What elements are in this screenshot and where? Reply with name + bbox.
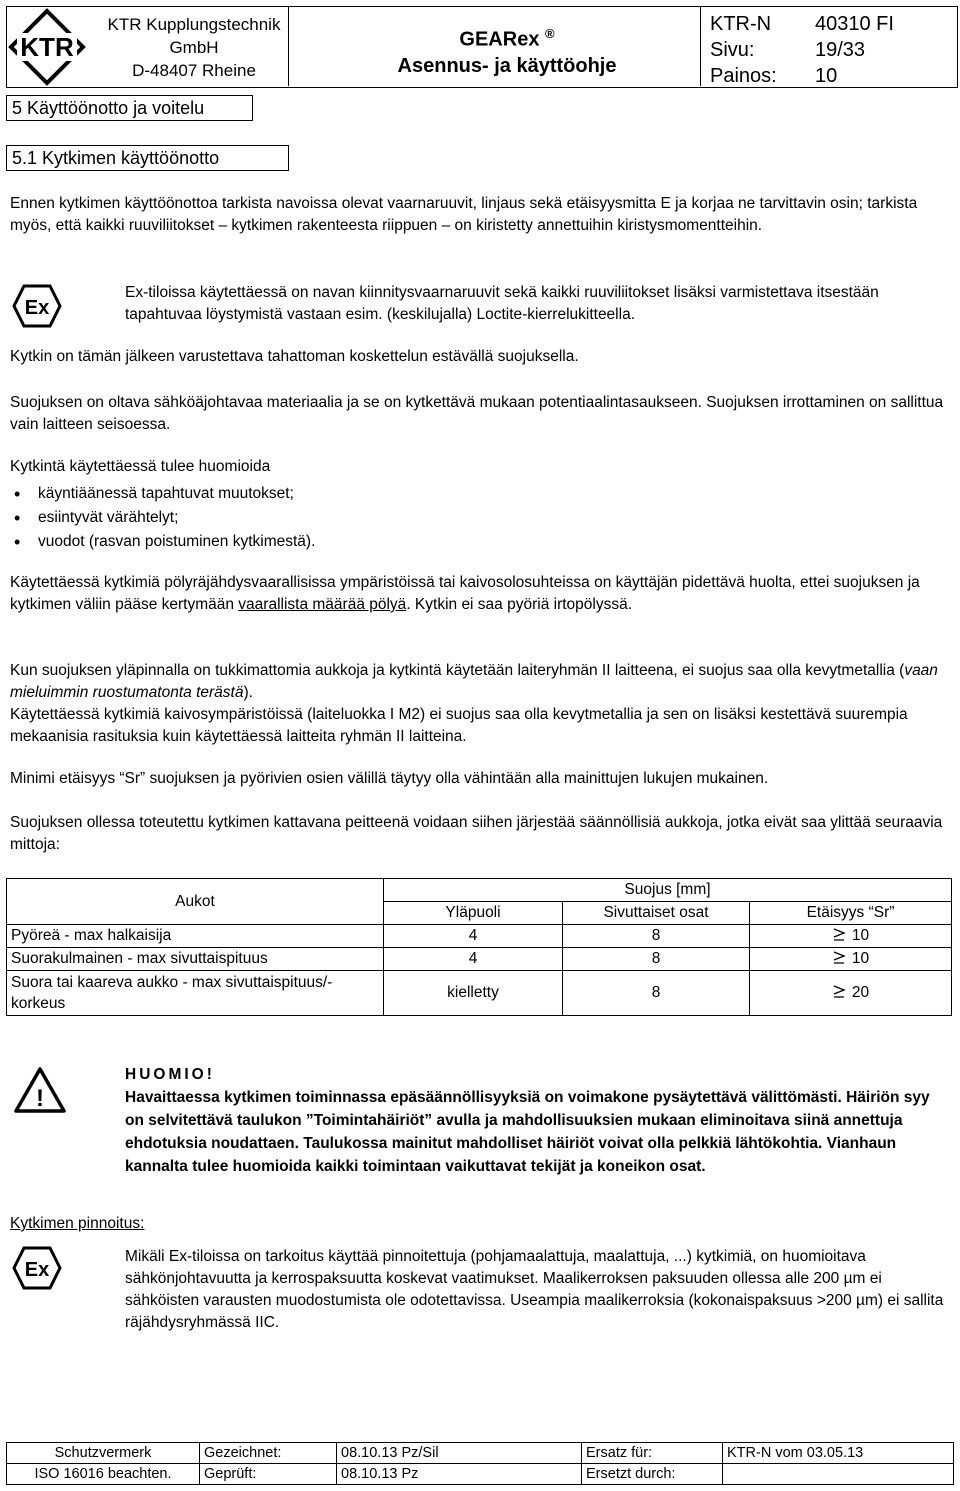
table-row [7,925,952,948]
company-name-line1: KTR Kupplungstechnik [107,15,281,34]
table-row [7,971,952,1016]
meta-key: Sivu: [710,39,755,61]
meta-key: Painos: [710,65,777,87]
table-header: Suojus [mm] [384,879,952,902]
list-item: • käyntiäänessä tapahtuvat muutokset; [10,482,930,506]
table-cell: Suora tai kaareva aukko - max sivuttaispituus/-korkeus [7,971,384,1016]
table-header: Etäisyys “Sr” [750,902,952,925]
paragraph: Suojuksen on oltava sähköäjohtavaa materiaalia ja se on kytkettävä mukaan potentiaalintasaukseen. Suojuksen irrottaminen on sallittua vain laitteen seisoessa. [10,394,944,433]
company-city: D-48407 Rheine [132,61,256,80]
page-footer [6,1442,954,1485]
meta-value: 19/33 [815,39,866,61]
footer-label: Gezeichnet: [200,1443,337,1464]
paragraph: Käytettäessä kytkimiä kaivosympäristöissä (laiteluokka I M2) ei suojus saa olla kevytmetallia ja sen on lisäksi kestettävä suurempia mekaanisia rasituksia kuin käytettäessä laitteita ryhmän II laitteina. [10,706,908,745]
logo-text: KTR [20,32,74,62]
underlined-text: vaarallista määrää pölyä [238,596,407,613]
svg-text:Ex: Ex [24,297,50,319]
table-cell: Pyöreä - max halkaisija [7,925,384,948]
table-cell: 10 [750,925,952,948]
paragraph: Kun suojuksen yläpinnalla on tukkimattomia aukkoja ja kytkintä käytetään laiteryhmän II laitteena, ei suojus saa olla kevytmetallia (vaan mieluimmin ruostumatonta terästä). [10,662,938,701]
footer-value: 08.10.13 Pz/Sil [337,1443,582,1464]
svg-text:!: ! [36,1085,44,1112]
meta-key: KTR-N [710,13,772,35]
registered-mark: ® [545,26,555,41]
paragraph: Kytkintä käytettäessä tulee huomioida [10,458,271,475]
paragraph: Suojuksen ollessa toteutettu kytkimen kattavana peitteenä voidaan siihen järjestää säännöllisiä aukkoja, jotka eivät saa ylittää seuraavia mittoja: [10,814,943,853]
footer-label: Geprüft: [200,1464,337,1485]
bullet-list [10,482,930,554]
document-title: Asennus- ja käyttöohje [397,54,617,77]
footer-protection-note: ISO 16016 beachten. [7,1464,200,1485]
product-name: GEARex [459,28,540,51]
list-item: • vuodot (rasvan poistuminen kytkimestä). [10,530,930,554]
table-cell: 8 [563,971,750,1016]
page-header [6,6,958,88]
openings-table [6,878,952,1016]
table-row [7,948,952,971]
meta-value: 40310 FI [815,13,894,35]
greater-equal-icon [832,928,846,941]
greater-equal-icon [832,985,846,998]
table-cell: 4 [384,948,563,971]
footer-value: 08.10.13 Pz [337,1464,582,1485]
footer-value [723,1464,954,1485]
warning-title: HUOMIO! [125,1066,215,1083]
warning-text: Havaittaessa kytkimen toiminnassa epäsäännöllisyyksiä on voimakone pysäytettävä välittömästi. Häiriön syy on selvitettävä taulukon ”Toimintahäiriöt” avulla ja mahdollisuuksien mukaan eliminoitava siinä annettuja ehdotuksia noudattaen. Taulukossa mainitut mahdolliset häiriöt voivat olla pelkkiä lähtökohtia. Vianhaun kannalta tulee huomioida kaikki toimintaan vaikuttavat tekijät ja koneikon osat. [125,1089,930,1175]
subsection-heading: 5.1 Kytkimen käyttöönotto [6,145,289,171]
warning-triangle-icon [14,1066,66,1119]
table-header: Sivuttaiset osat [563,902,750,925]
section-heading: 5 Käyttöönotto ja voitelu [6,95,253,121]
footer-label: Ersetzt durch: [582,1464,723,1485]
intro-paragraph: Ennen kytkimen käyttöönottoa tarkista navoissa olevat vaarnaruuvit, linjaus sekä etäisyysmitta E ja korjaa ne tarvittavin osin; tarkista myös, että kaikki ruuviliitokset – kytkimen rakenteesta riippuen – on kiristetty annettuihin kiristysmomentteihin. [10,195,918,234]
table-header: Aukot [7,879,384,925]
product-title [357,21,657,79]
company-address [94,13,294,82]
paragraph: Minimi etäisyys “Sr” suojuksen ja pyörivien osien välillä täytyy olla vähintään alla mainittujen lukujen mukainen. [10,770,769,787]
table-cell: 20 [750,971,952,1016]
table-cell: Suorakulmainen - max sivuttaispituus [7,948,384,971]
ktr-logo [7,7,87,87]
table-cell: 8 [563,948,750,971]
footer-protection-note: Schutzvermerk [7,1443,200,1464]
footer-value: KTR-N vom 03.05.13 [723,1443,954,1464]
table-cell: 10 [750,948,952,971]
table-cell: kielletty [384,971,563,1016]
svg-text:Ex: Ex [24,1259,50,1281]
meta-value: 10 [815,65,838,87]
table-cell: 8 [563,925,750,948]
coating-text: Mikäli Ex-tiloissa on tarkoitus käyttää pinnoitettuja (pohjamaalattuja, maalattuja, ...) kytkimiä, on huomioitava sähkönjohtavuutta ja kerrospaksuutta koskevat vaatimukset. Maalikerroksen paksuuden ollessa alle 200 µm ei sähköisten varausten muodostumista ole odotettavissa. Useampia maalikerroksia (kokonaispaksuus >200 µm) ei sallita räjähdysryhmässä IIC. [125,1248,944,1331]
table-cell: 4 [384,925,563,948]
footer-label: Ersatz für: [582,1443,723,1464]
paragraph: Kytkin on tämän jälkeen varustettava tahattoman koskettelun estävällä suojuksella. [10,348,579,365]
document-meta [710,11,894,89]
ex-icon [12,1246,62,1295]
greater-equal-icon [832,951,846,964]
coating-heading: Kytkimen pinnoitus: [10,1215,145,1232]
company-name-line2: GmbH [169,38,219,57]
ex-note: Ex-tiloissa käytettäessä on navan kiinnitysvaarnaruuvit sekä kaikki ruuviliitokset lisäksi varmistettava itsestään tapahtuvaa löystymistä vastaan esim. (keskilujalla) Loctite-kierrelukitteella. [125,284,879,323]
italic-text: vaan mieluimmin ruostumatonta terästä [10,662,938,701]
table-header: Yläpuoli [384,902,563,925]
ex-icon [12,284,62,333]
list-item: • esiintyvät värähtelyt; [10,506,930,530]
dust-paragraph: Käytettäessä kytkimiä pölyräjähdysvaarallisissa ympäristöissä tai kaivosolosuhteissa on käyttäjän pidettävä huolta, ettei suojuksen ja kytkimen väliin pääse kertymään vaarallista määrää pölyä. Kytkin ei saa pyöriä irtopölyssä. [10,574,920,613]
